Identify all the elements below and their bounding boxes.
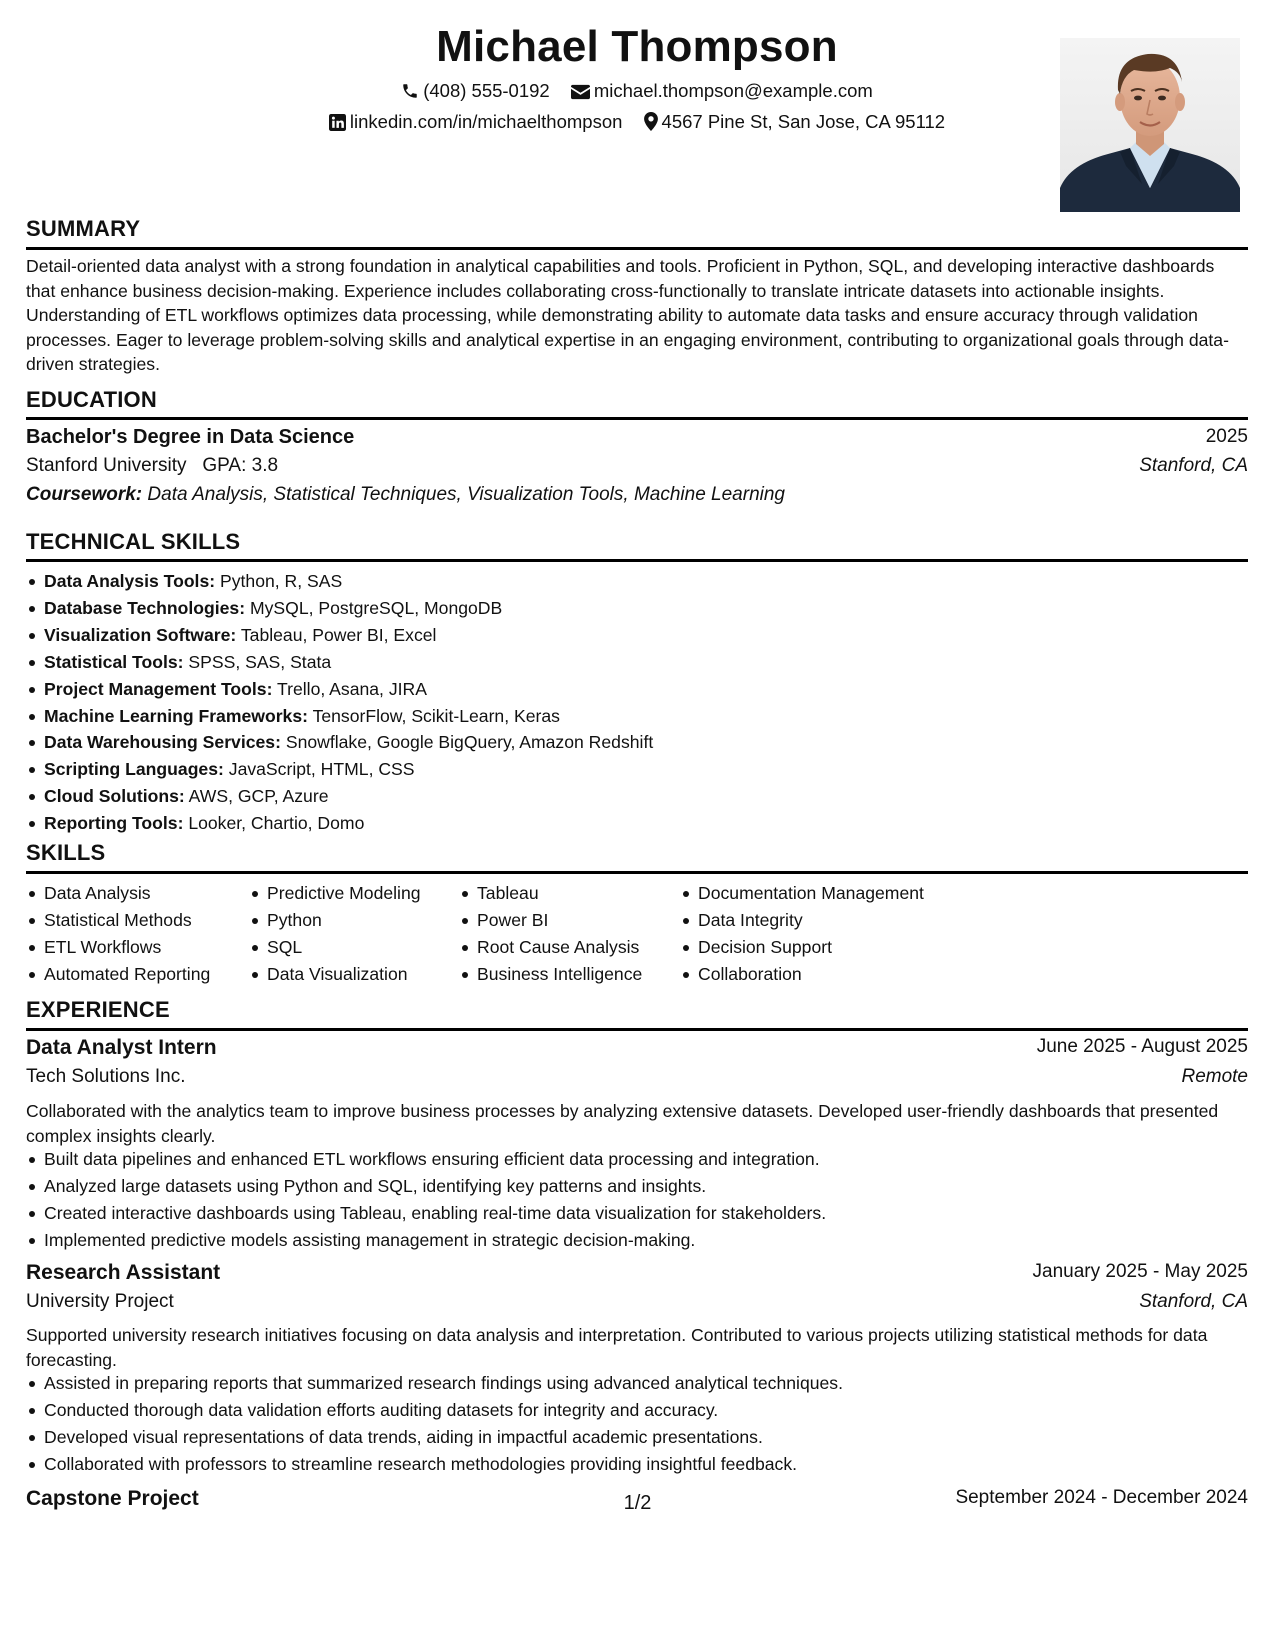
candidate-name: Michael Thompson	[436, 22, 838, 71]
skill-item: Python	[249, 907, 449, 934]
tech-skill-item	[26, 756, 1248, 783]
section-divider	[26, 871, 1248, 874]
resume-header	[26, 0, 1248, 215]
tech-skill-label: Reporting Tools:	[44, 813, 184, 834]
job-bullet: Conducted thorough data validation efforts auditing datasets for integrity and accuracy.	[26, 1397, 1248, 1424]
skill-item: Power BI	[459, 907, 669, 934]
education-location: Stanford, CA	[1139, 455, 1248, 476]
job-bullet: Assisted in preparing reports that summarized research findings using advanced analytical techniques.	[26, 1370, 1248, 1397]
skill-item: Documentation Management	[680, 880, 980, 907]
skill-item: Predictive Modeling	[249, 880, 449, 907]
job-location: Remote	[1181, 1066, 1248, 1087]
section-title-skills: SKILLS	[26, 840, 106, 865]
job-role: Data Analyst Intern	[26, 1036, 217, 1059]
education-degree-row	[26, 426, 1248, 454]
tech-skill-label: Machine Learning Frameworks:	[44, 705, 308, 726]
job-bullet: Analyzed large datasets using Python and SQL, identifying key patterns and insights.	[26, 1173, 1248, 1200]
phone-text: (408) 555-0192	[423, 80, 550, 101]
email-text[interactable]: michael.thompson@example.com	[593, 80, 873, 101]
education-school-row	[26, 455, 1248, 483]
section-title-summary: SUMMARY	[26, 216, 141, 241]
skill-item: Decision Support	[680, 934, 980, 961]
tech-skill-label: Project Management Tools:	[44, 678, 273, 699]
job-org-row	[26, 1291, 1248, 1319]
skill-item: ETL Workflows	[26, 934, 1248, 961]
tech-skill-item	[26, 649, 1248, 676]
address-text: 4567 Pine St, San Jose, CA 95112	[661, 111, 946, 132]
section-divider	[26, 417, 1248, 420]
skill-item: Root Cause Analysis	[459, 934, 669, 961]
job-bullets	[26, 1146, 1248, 1254]
skill-item: Data Analysis	[26, 880, 1248, 907]
tech-skill-item	[26, 783, 1248, 810]
education-year: 2025	[1205, 426, 1248, 447]
skill-item: Data Integrity	[680, 907, 980, 934]
tech-skill-item	[26, 568, 1248, 595]
tech-skill-label: Database Technologies:	[44, 597, 246, 618]
education-coursework-line	[26, 484, 785, 506]
skill-item: Collaboration	[680, 961, 980, 988]
skills-column-2	[249, 880, 449, 988]
job-description: Collaborated with the analytics team to improve business processes by analyzing extensive datasets. Developed user-friendly dashboards that presented complex insights clearly.	[26, 1101, 1219, 1146]
education-degree: Bachelor's Degree in Data Science	[26, 426, 355, 448]
tech-skill-label: Data Analysis Tools:	[44, 571, 216, 591]
profile-photo	[1060, 38, 1240, 212]
contact-address	[644, 111, 946, 133]
section-divider	[26, 559, 1248, 562]
education-gpa: GPA: 3.8	[202, 455, 279, 476]
contact-phone	[401, 80, 550, 102]
tech-skill-value: SPSS, SAS, Stata	[188, 651, 332, 672]
linkedin-text[interactable]: linkedin.com/in/michaelthompson	[349, 111, 623, 132]
tech-skill-item	[26, 595, 1248, 622]
education-school: Stanford University	[26, 455, 187, 476]
job-bullet: Developed visual representations of data trends, aiding in impactful academic presentations.	[26, 1424, 1248, 1451]
page-number: 1/2	[623, 1492, 652, 1514]
linkedin-icon	[329, 114, 346, 131]
skill-item: Business Intelligence	[459, 961, 669, 988]
map-pin-icon	[644, 112, 658, 131]
section-title-experience: EXPERIENCE	[26, 997, 170, 1022]
tech-skill-value: Tableau, Power BI, Excel	[240, 624, 437, 645]
job-org-row	[26, 1066, 1248, 1094]
technical-skills-list	[26, 568, 1248, 837]
skill-item: Statistical Methods	[26, 907, 1248, 934]
job-bullets	[26, 1370, 1248, 1478]
resume-page	[26, 0, 1248, 1650]
job-location: Stanford, CA	[1139, 1291, 1248, 1312]
section-title-technical-skills: TECHNICAL SKILLS	[26, 529, 241, 554]
job-bullet: Collaborated with professors to streamline research methodologies providing insightful feedback.	[26, 1451, 1248, 1478]
job-dates: January 2025 - May 2025	[1032, 1261, 1248, 1282]
tech-skill-item	[26, 676, 1248, 703]
envelope-icon	[571, 84, 590, 100]
tech-skill-value: AWS, GCP, Azure	[188, 786, 329, 807]
tech-skill-item	[26, 729, 1248, 756]
tech-skill-item	[26, 810, 1248, 837]
contact-email[interactable]	[571, 80, 873, 102]
section-divider	[26, 1028, 1248, 1031]
job-bullet: Created interactive dashboards using Tableau, enabling real-time data visualization for stakeholders.	[26, 1200, 1248, 1227]
contact-linkedin[interactable]	[329, 111, 623, 133]
skill-item: Automated Reporting	[26, 961, 1248, 988]
tech-skill-item	[26, 703, 1248, 730]
section-divider	[26, 247, 1248, 250]
summary-text: Detail-oriented data analyst with a strong foundation in analytical capabilities and tools. Proficient in Python, SQL, and developing interactive dashboards that enhance business decision-making. Experience includes collaborating cross-functionally to translate intricate datasets into actionable insights. Understanding of ETL workflows optimizes data processing, while demonstrating ability to automate data tasks and ensure accuracy through validation processes. Eager to leverage problem-solving skills and analytical expertise in an engaging environment, contributing to organizational goals through data-driven strategies.	[26, 256, 1229, 375]
skills-grid	[26, 880, 1248, 990]
phone-icon	[401, 82, 419, 100]
skills-column-4	[680, 880, 980, 988]
tech-skill-item	[26, 622, 1248, 649]
tech-skill-value: MySQL, PostgreSQL, MongoDB	[249, 597, 503, 618]
skills-column-3	[459, 880, 669, 988]
coursework-label: Coursework:	[26, 484, 143, 505]
coursework-text: Data Analysis, Statistical Techniques, Visualization Tools, Machine Learning	[147, 484, 785, 505]
job-title-row	[26, 1036, 1248, 1064]
skill-item: Data Visualization	[249, 961, 449, 988]
job-dates: September 2024 - December 2024	[955, 1487, 1248, 1508]
job-role: Research Assistant	[26, 1261, 221, 1284]
tech-skill-label: Scripting Languages:	[44, 759, 224, 780]
tech-skill-value: TensorFlow, Scikit-Learn, Keras	[312, 705, 560, 726]
section-title-education: EDUCATION	[26, 387, 157, 412]
tech-skill-value: Trello, Asana, JIRA	[277, 678, 427, 699]
skill-item: SQL	[249, 934, 449, 961]
job-role: Capstone Project	[26, 1487, 199, 1510]
tech-skill-label: Statistical Tools:	[44, 651, 184, 672]
tech-skill-value: Python, R, SAS	[219, 571, 343, 591]
job-org: Tech Solutions Inc.	[26, 1066, 186, 1087]
tech-skill-label: Visualization Software:	[44, 624, 237, 645]
job-dates: June 2025 - August 2025	[1036, 1036, 1248, 1057]
tech-skill-label: Data Warehousing Services:	[44, 732, 281, 753]
job-title-row	[26, 1261, 1248, 1289]
job-bullet: Implemented predictive models assisting management in strategic decision-making.	[26, 1227, 1248, 1254]
job-org: University Project	[26, 1291, 174, 1312]
tech-skill-label: Cloud Solutions:	[44, 786, 185, 807]
tech-skill-value: JavaScript, HTML, CSS	[228, 759, 415, 780]
tech-skill-value: Snowflake, Google BigQuery, Amazon Redshift	[285, 732, 654, 753]
education-school-line	[26, 455, 278, 477]
education-coursework-row	[26, 484, 1248, 512]
job-bullet: Built data pipelines and enhanced ETL workflows ensuring efficient data processing and integration.	[26, 1146, 1248, 1173]
skill-item: Tableau	[459, 880, 669, 907]
job-description: Supported university research initiatives focusing on data analysis and interpretation. Contributed to various projects utilizing statistical methods for data forecasting.	[26, 1325, 1208, 1370]
tech-skill-value: Looker, Chartio, Domo	[188, 813, 365, 834]
